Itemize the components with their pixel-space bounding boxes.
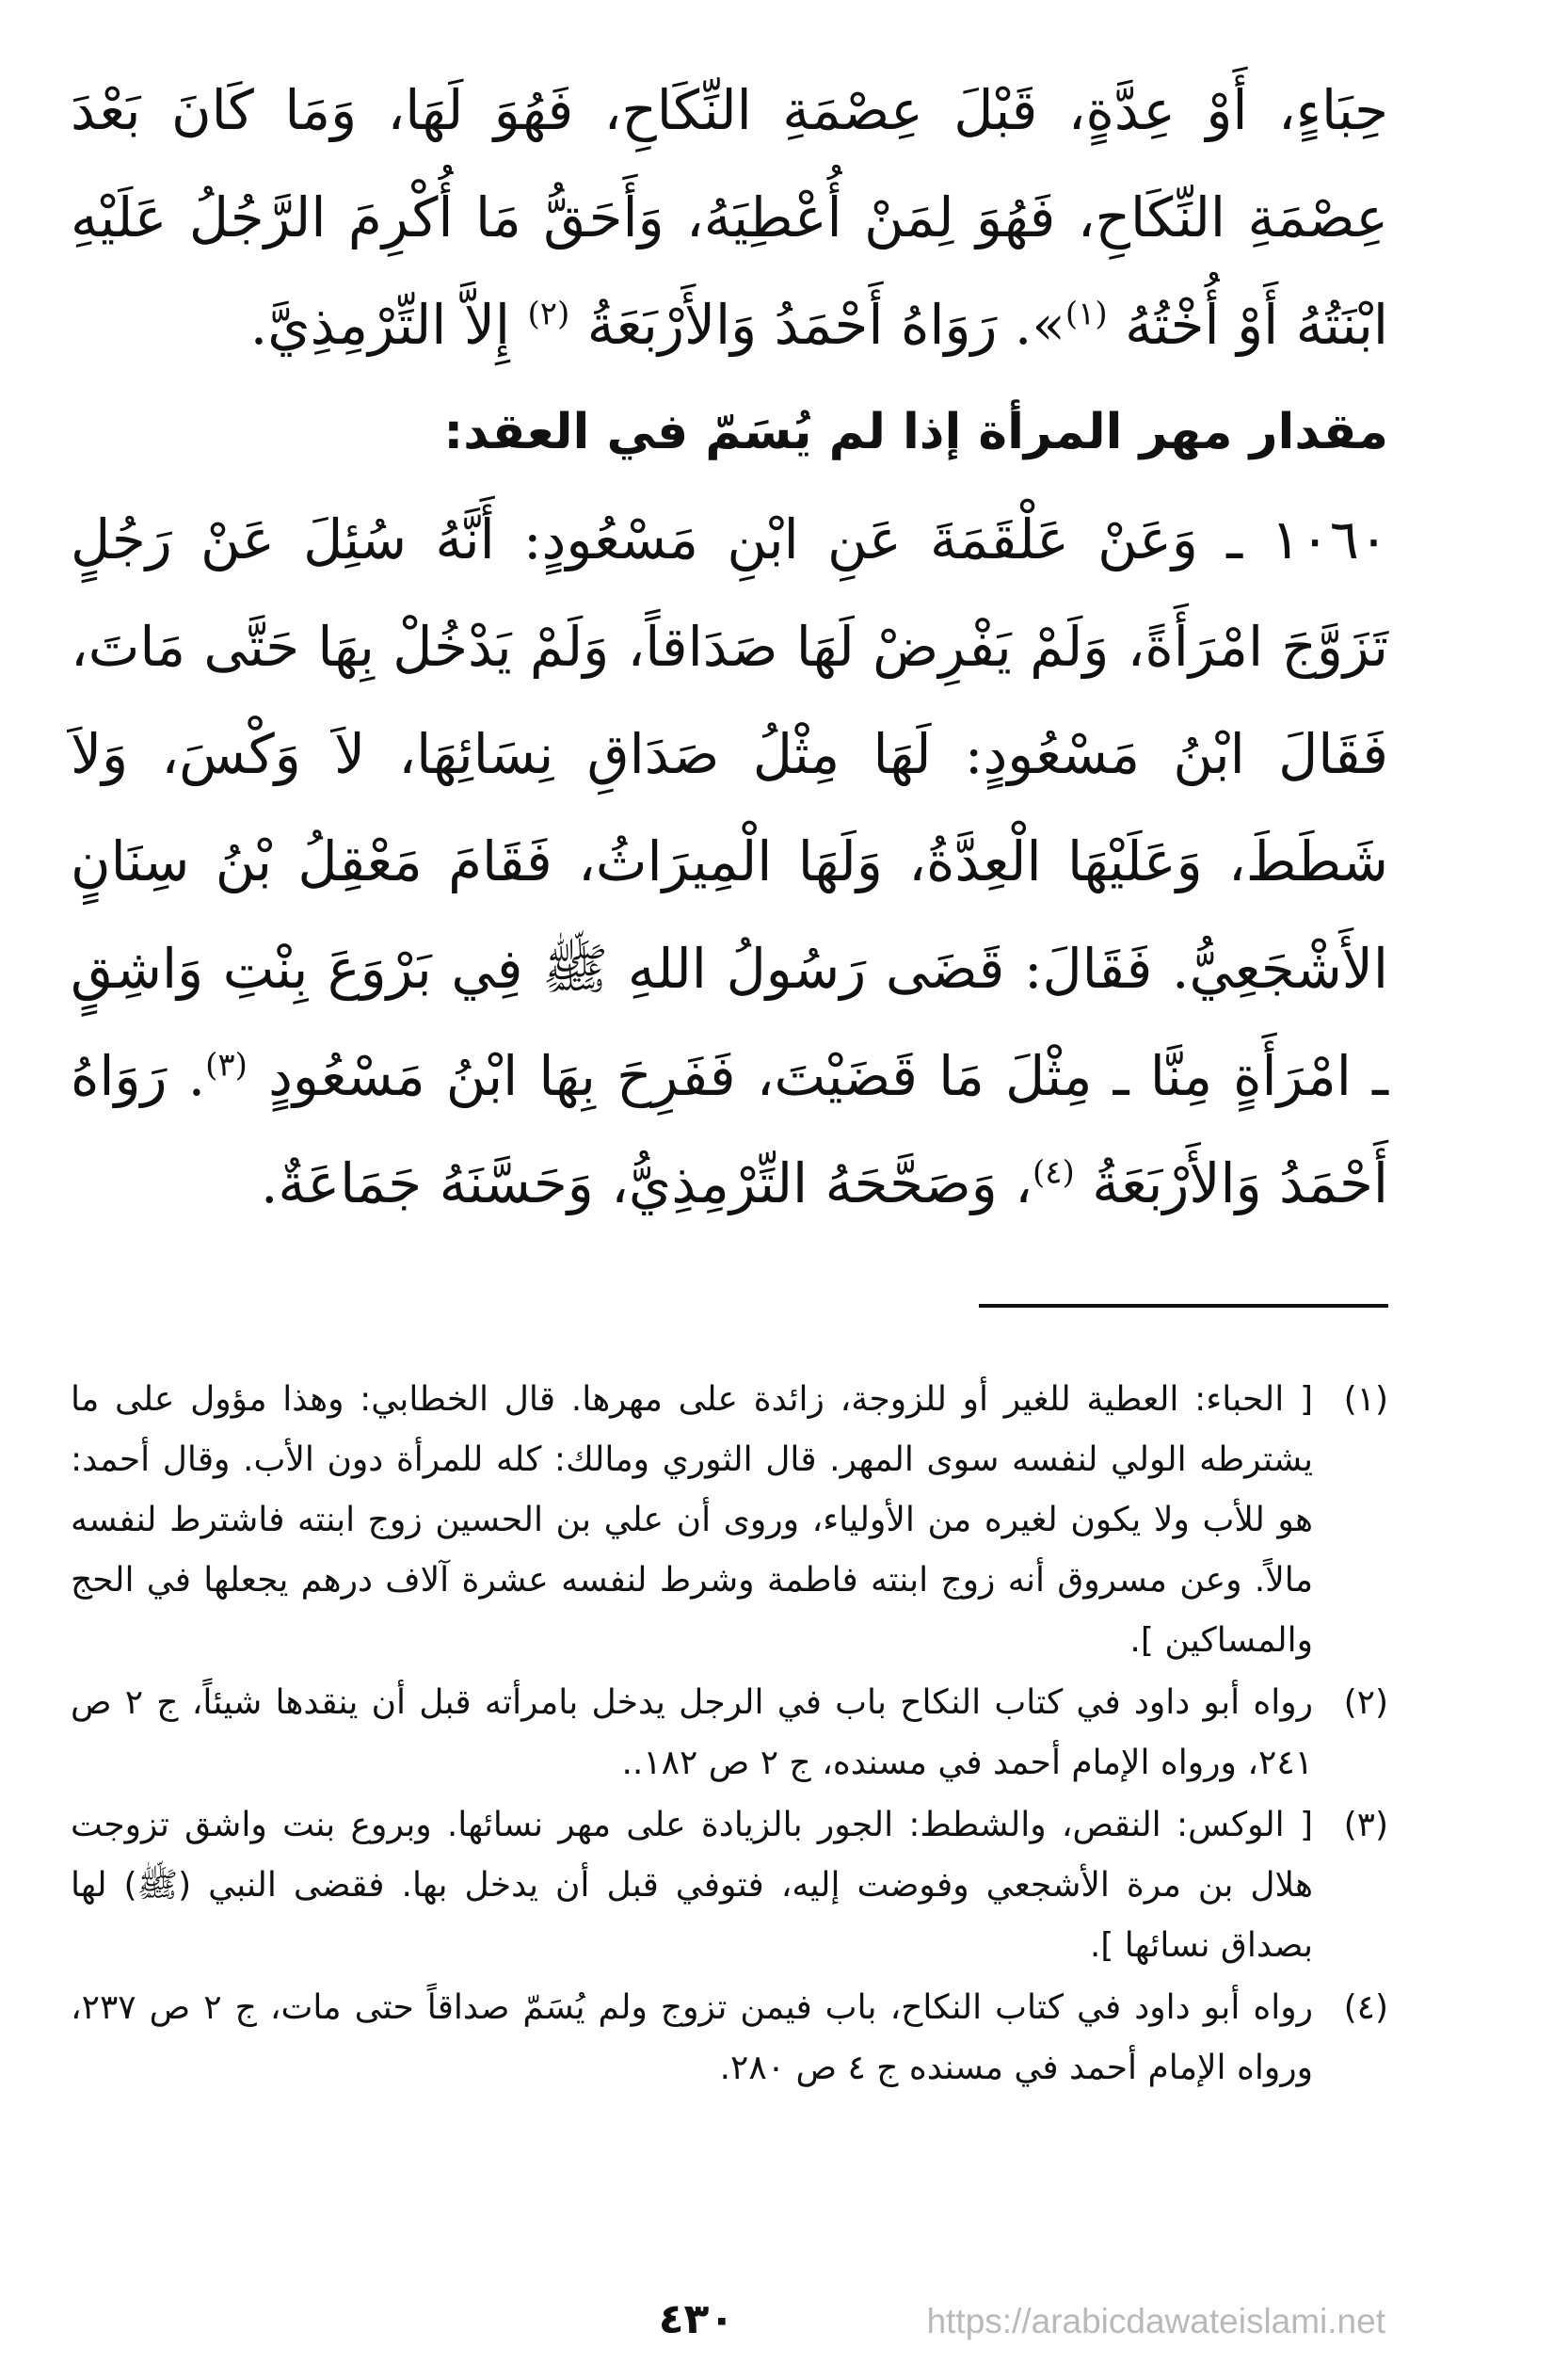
footnote-text: رواه أبو داود في كتاب النكاح باب في الرجل يدخل بامرأته قبل أن ينقدها شيئاً، ج ٢ ص ٢٤١، ورواه الإمام أحمد في مسنده، ج ٢ ص ١٨٢.. xyxy=(71,1683,1313,1782)
footnote-divider xyxy=(979,1304,1388,1308)
page-number: ٤٣٠ xyxy=(658,2295,735,2343)
para2-mid-text: . رَوَاهُ أَحْمَدُ وَالأَرْبَعَةُ xyxy=(71,1044,1388,1215)
footnote-1 xyxy=(71,1370,1388,1671)
para1-end-text: إِلاَّ التِّرْمِذِيَّ. xyxy=(249,293,511,357)
para2-end-text: ، وَصَحَّحَهُ التِّرْمِذِيُّ، وَحَسَّنَهُ جَمَاعَةٌ. xyxy=(260,1151,1033,1215)
footnote-4 xyxy=(71,1978,1388,2099)
section-heading: مقدار مهر المرأة إذا لم يُسَمّ في العقد: xyxy=(443,404,1388,460)
footnote-text: رواه أبو داود في كتاب النكاح، باب فيمن تزوج ولم يُسَمّ صداقاً حتى مات، ج ٢ ص ٢٣٧، ورواه الإمام أحمد في مسنده ج ٤ ص ٢٨٠. xyxy=(71,1988,1313,2087)
footnote-number: (٢) xyxy=(1343,1683,1388,1722)
para1-text: حِبَاءٍ، أَوْ عِدَّةٍ، قَبْلَ عِصْمَةِ النِّكَاحِ، فَهُوَ لَهَا، وَمَا كَانَ بَعْدَ عِصْمَةِ النِّكَاحِ، فَهُوَ لِمَنْ أُعْطِيَهُ، وَأَحَقُّ مَا أُكْرِمَ الرَّجُلُ عَلَيْهِ ابْنَتُهُ أَوْ أُخْتُهُ xyxy=(71,78,1388,357)
footnote-3 xyxy=(71,1795,1388,1976)
footnote-ref-2[interactable]: (٢) xyxy=(527,295,570,333)
para1-mid-text: ». رَوَاهُ أَحْمَدُ وَالأَرْبَعَةُ xyxy=(586,293,1065,357)
footnote-2 xyxy=(71,1673,1388,1793)
footnote-number: (١) xyxy=(1343,1380,1388,1419)
hadith-paragraph-1 xyxy=(71,56,1388,378)
footnotes xyxy=(71,1370,1388,2100)
main-text xyxy=(71,56,1388,1237)
footnote-ref-3[interactable]: (٣) xyxy=(205,1046,248,1085)
watermark-url: https://arabicdawateislami.net xyxy=(926,2302,1385,2340)
footnote-number: (٤) xyxy=(1343,1988,1388,2027)
para2-text: ١٠٦٠ ـ وَعَنْ عَلْقَمَةَ عَنِ ابْنِ مَسْعُودٍ: أَنَّهُ سُئِلَ عَنْ رَجُلٍ تَزَوَّجَ امْرَأَةً، وَلَمْ يَفْرِضْ لَهَا صَدَاقاً، وَلَمْ يَدْخُلْ بِهَا حَتَّى مَاتَ، فَقَالَ ابْنُ مَسْعُودٍ: لَهَا مِثْلُ صَدَاقِ نِسَائِهَا، لاَ وَكْسَ، وَلاَ شَطَطَ، وَعَلَيْهَا الْعِدَّةُ، وَلَهَا الْمِيرَاثُ، فَقَامَ مَعْقِلُ بْنُ سِنَانٍ الأَشْجَعِيُّ. فَقَالَ: قَضَى رَسُولُ اللهِ ﷺ فِي بَرْوَعَ بِنْتِ وَاشِقٍ ـ امْرَأَةٍ مِنَّا ـ مِثْلَ مَا قَضَيْتَ، فَفَرِحَ بِهَا ابْنُ مَسْعُودٍ xyxy=(71,507,1389,1108)
footnote-text: [ الحباء: العطية للغير أو للزوجة، زائدة على مهرها. قال الخطابي: وهذا مؤول على ما يشترطه الولي لنفسه سوى المهر. قال الثوري ومالك: كله للمرأة دون الأب. وقال أحمد: هو للأب ولا يكون لغيره من الأولياء، وروى أن علي بن الحسين زوج ابنته فاشترط لنفسه مالاً. وعن مسروق أنه زوج ابنته فاطمة وشرط لنفسه عشرة آلاف درهم يجعلها في الحج والمساكين ]. xyxy=(71,1380,1313,1660)
footnote-ref-4[interactable]: (٤) xyxy=(1032,1153,1075,1192)
footnote-number: (٣) xyxy=(1343,1806,1388,1844)
footnote-ref-1[interactable]: (١) xyxy=(1065,295,1108,333)
hadith-paragraph-2 xyxy=(71,486,1388,1237)
footnote-text: [ الوكس: النقص، والشطط: الجور بالزيادة على مهر نسائها. وبروع بنت واشق تزوجت هلال بن مرة الأشجعي وفوضت إليه، فتوفي قبل أن يدخل بها. فقضى النبي (ﷺ) لها بصداق نسائها ]. xyxy=(71,1806,1313,1965)
